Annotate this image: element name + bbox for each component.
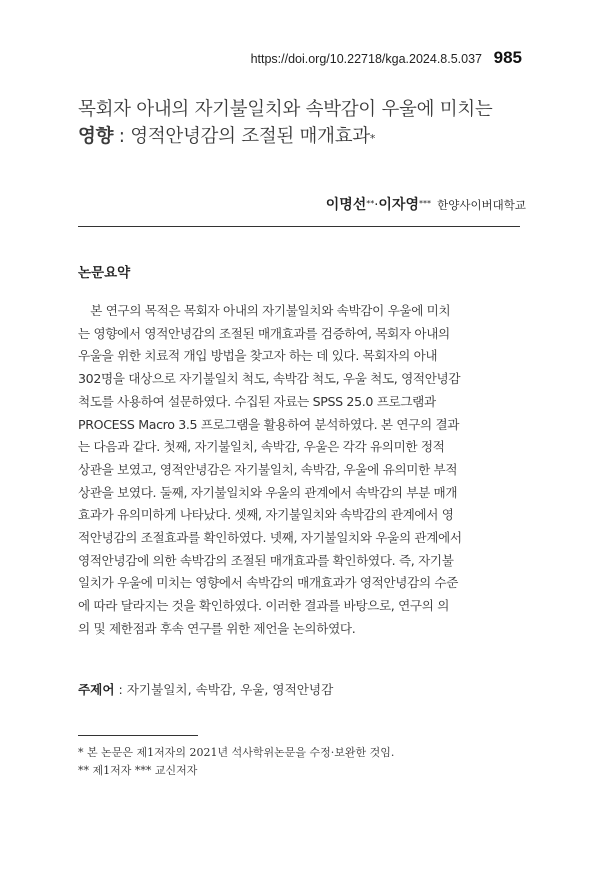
paper-title [78,96,538,152]
abstract-line: 척도를 사용하여 설문하였다. 수집된 자료는 SPSS 25.0 프로그램과 [78,393,436,409]
abstract-line: 는 영향에서 영적안녕감의 조절된 매개효과를 검증하여, 목회자 아내의 [78,325,450,341]
abstract-body [78,300,520,641]
footnote-1: * 본 논문은 제1저자의 2021년 석사학위논문을 수정·보완한 것임. [78,746,395,759]
abstract-line: 의 및 제한점과 후속 연구를 위한 제언을 논의하였다. [78,620,356,636]
author-separator: · [374,198,379,213]
keywords-text: 자기불일치, 속박감, 우울, 영적안녕감 [126,682,334,697]
author-1-marker: ** [366,199,375,208]
footnote-divider [78,735,198,736]
author-1: 이명선 [325,197,367,213]
affiliation: 한양사이버대학교 [437,198,526,212]
page-number: 985 [493,48,522,67]
author-2-marker: *** [418,199,431,208]
abstract-line: 는 다음과 같다. 첫째, 자기불일치, 속박감, 우울은 각각 유의미한 정적 [78,439,445,455]
abstract-line: 영적안녕감에 의한 속박감의 조절된 매개효과를 확인하였다. 즉, 자기불 [78,552,454,568]
abstract-line: 상관을 보였고, 영적안녕감은 자기불일치, 속박감, 우울에 유의미한 부적 [78,461,458,477]
keywords-label: 주제어 [78,682,115,697]
abstract-line: 일치가 우울에 미치는 영향에서 속박감의 매개효과가 영적안녕감의 수준 [78,575,459,591]
abstract-line: 302명을 대상으로 자기불일치 척도, 속박감 척도, 우울 척도, 영적안녕감 [78,371,461,387]
abstract-line: 본 연구의 목적은 목회자 아내의 자기불일치와 속박감이 우울에 미치 [78,303,451,318]
abstract-line: 효과가 유의미하게 나타났다. 셋째, 자기불일치와 속박감의 관계에서 영 [78,507,454,523]
keywords [78,679,333,698]
abstract-line: 에 따라 달라지는 것을 확인하였다. 이러한 결과를 바탕으로, 연구의 의 [78,598,450,614]
title-line-2 [78,123,538,152]
abstract-line: 상관을 보였다. 둘째, 자기불일치와 우울의 관계에서 속박감의 부분 매개 [78,484,458,500]
title-bold-part: 영향 [78,126,114,147]
abstract-line: PROCESS Macro 3.5 프로그램을 활용하여 분석하였다. 본 연구의 결과 [78,416,460,432]
author-2: 이자영 [378,197,419,213]
abstract-line: 우울을 위한 치료적 개입 방법을 찾고자 하는 데 있다. 목회자의 아내 [78,348,438,364]
doi-link[interactable]: https://doi.org/10.22718/kga.2024.8.5.037 [250,52,482,66]
title-line-1: 목회자 아내의 자기불일치와 속박감이 우울에 미치는 [78,99,493,120]
footnote-2: ** 제1저자 *** 교신저자 [78,764,198,777]
title-footnote-marker: * [369,132,376,145]
author-line [326,194,526,214]
abstract-heading: 논문요약 [78,265,131,281]
abstract-line: 적안녕감의 조절효과를 확인하였다. 넷째, 자기불일치와 우울의 관계에서 [78,530,462,546]
header-divider [78,226,520,227]
title-subtitle: : 영적안녕감의 조절된 매개효과 [113,126,370,147]
keywords-separator: : [114,682,127,697]
